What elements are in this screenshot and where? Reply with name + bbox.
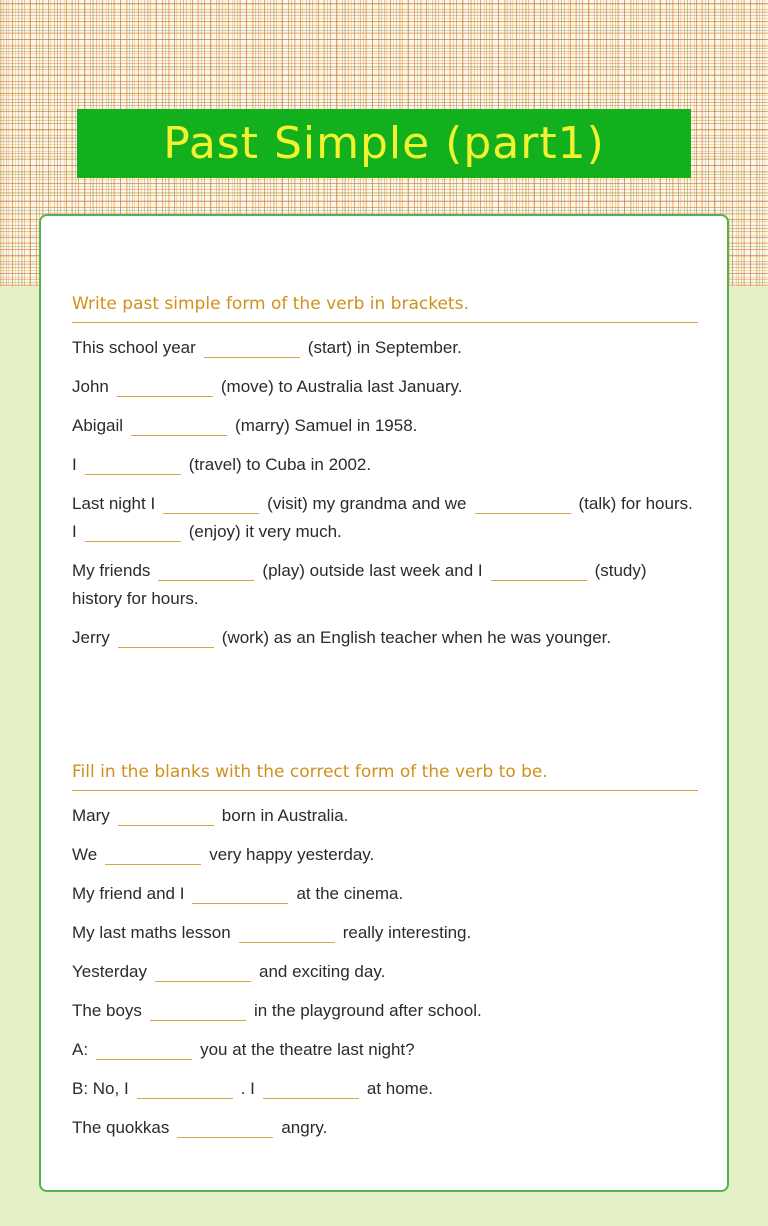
line-text: Jerry	[72, 628, 110, 647]
exercise-line	[72, 412, 698, 440]
exercise-line	[72, 841, 698, 869]
line-text: (travel) to Cuba in 2002.	[188, 455, 372, 474]
answer-blank[interactable]	[163, 495, 259, 514]
answer-blank[interactable]	[118, 807, 214, 826]
line-text: very happy yesterday.	[209, 845, 375, 864]
exercise-line	[72, 1036, 698, 1064]
exercise-line	[72, 1114, 698, 1142]
exercise-section-1	[72, 294, 698, 663]
answer-blank[interactable]	[117, 378, 213, 397]
answer-blank[interactable]	[150, 1002, 246, 1021]
line-text: John	[72, 377, 109, 396]
line-text: really interesting.	[342, 923, 472, 942]
exercise-line	[72, 624, 698, 652]
line-text: A:	[72, 1040, 89, 1059]
exercise-line	[72, 880, 698, 908]
line-text: (move) to Australia last January.	[220, 377, 463, 396]
answer-blank[interactable]	[105, 846, 201, 865]
line-text: . I	[240, 1079, 255, 1098]
exercise-section-2	[72, 762, 698, 1153]
line-text: The boys	[72, 1001, 142, 1020]
line-text: (work) as an English teacher when he was younger.	[221, 628, 612, 647]
answer-blank[interactable]	[204, 339, 300, 358]
instruction-1: Write past simple form of the verb in brackets.	[72, 294, 698, 323]
answer-blank[interactable]	[239, 924, 335, 943]
exercise-line	[72, 1075, 698, 1103]
line-text: angry.	[281, 1118, 328, 1137]
answer-blank[interactable]	[85, 523, 181, 542]
line-text: at home.	[366, 1079, 434, 1098]
answer-blank[interactable]	[475, 495, 571, 514]
line-text: (study) history for hours.	[72, 561, 647, 608]
line-text: (play) outside last week and I	[262, 561, 483, 580]
line-text: (talk) for hours. I	[72, 494, 693, 541]
title-banner	[77, 109, 691, 178]
instruction-2: Fill in the blanks with the correct form of the verb to be.	[72, 762, 698, 791]
line-text: B: No, I	[72, 1079, 129, 1098]
answer-blank[interactable]	[131, 417, 227, 436]
line-text: My friend and I	[72, 884, 185, 903]
answer-blank[interactable]	[118, 629, 214, 648]
line-text: Last night I	[72, 494, 156, 513]
line-text: My friends	[72, 561, 151, 580]
line-text: This school year	[72, 338, 196, 357]
line-text: (visit) my grandma and we	[267, 494, 467, 513]
page-title: Past Simple (part1)	[163, 118, 605, 169]
line-text: and exciting day.	[258, 962, 386, 981]
line-text: Yesterday	[72, 962, 147, 981]
exercise-line	[72, 490, 698, 546]
exercise-line	[72, 373, 698, 401]
exercise-lines-2	[72, 802, 698, 1142]
line-text: (marry) Samuel in 1958.	[235, 416, 418, 435]
answer-blank[interactable]	[192, 885, 288, 904]
line-text: My last maths lesson	[72, 923, 231, 942]
exercise-line	[72, 451, 698, 479]
line-text: you at the theatre last night?	[200, 1040, 415, 1059]
answer-blank[interactable]	[177, 1119, 273, 1138]
answer-blank[interactable]	[96, 1041, 192, 1060]
exercise-line	[72, 919, 698, 947]
answer-blank[interactable]	[263, 1080, 359, 1099]
line-text: at the cinema.	[296, 884, 404, 903]
line-text: Mary	[72, 806, 110, 825]
line-text: (start) in September.	[307, 338, 462, 357]
answer-blank[interactable]	[491, 562, 587, 581]
answer-blank[interactable]	[158, 562, 254, 581]
line-text: I	[72, 455, 77, 474]
exercise-line	[72, 802, 698, 830]
answer-blank[interactable]	[85, 456, 181, 475]
line-text: in the playground after school.	[253, 1001, 482, 1020]
line-text: born in Australia.	[221, 806, 349, 825]
line-text: (enjoy) it very much.	[188, 522, 342, 541]
line-text: The quokkas	[72, 1118, 170, 1137]
line-text: We	[72, 845, 98, 864]
exercise-line	[72, 997, 698, 1025]
answer-blank[interactable]	[155, 963, 251, 982]
exercise-line	[72, 557, 698, 613]
worksheet-card	[39, 214, 729, 1192]
exercise-lines-1	[72, 334, 698, 652]
line-text: Abigail	[72, 416, 124, 435]
exercise-line	[72, 334, 698, 362]
exercise-line	[72, 958, 698, 986]
answer-blank[interactable]	[137, 1080, 233, 1099]
